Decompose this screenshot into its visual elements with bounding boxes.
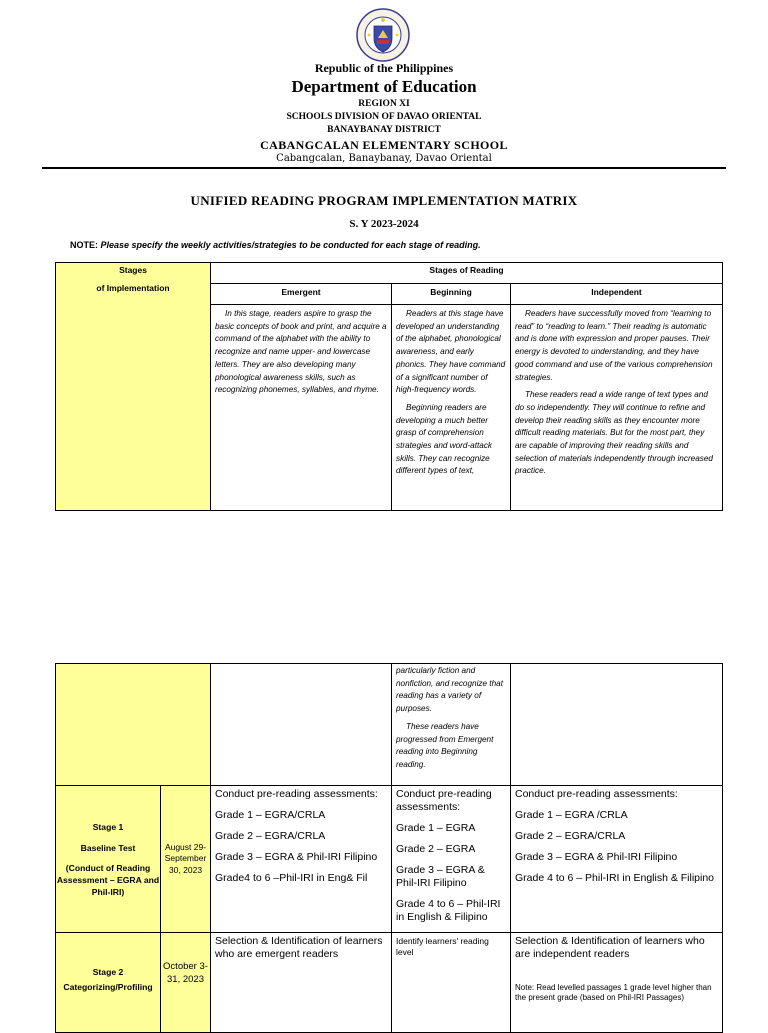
stage1-beginning-activities xyxy=(392,786,511,933)
school-heading: CABANGCALAN ELEMENTARY SCHOOL xyxy=(260,138,508,152)
independent-paragraph: These readers read a wide range of text types and do so independently. They will continue to refine and develop their reading skills as they encounter more difficult reading materials. But for the most part, they are capable of improving their reading skills and selection of materials independently through increased practice. xyxy=(515,390,713,476)
stage2-label xyxy=(56,933,161,1033)
beginning-paragraph: Beginning readers are developing a much better grasp of comprehension strategies and word-attack skills. They can recognize different types of text, xyxy=(396,402,493,476)
division-heading: SCHOOLS DIVISION OF DAVAO ORIENTAL xyxy=(286,112,482,122)
department-heading: Department of Education xyxy=(291,77,477,96)
activity-line: Grade 2 – EGRA/CRLA xyxy=(515,830,626,842)
beginning-paragraph: These readers have progressed from Emergent reading into Beginning reading. xyxy=(396,721,494,769)
activity-line: Grade 4 to 6 – Phil-IRI in English & Filipino xyxy=(396,898,501,923)
stages-of-implementation-header xyxy=(56,263,211,511)
school-year: S. Y 2023-2024 xyxy=(349,218,419,230)
stage2-date: October 3-31, 2023 xyxy=(161,933,211,1033)
stage1-date: August 29-September 30, 2023 xyxy=(161,786,211,933)
stage2-number: Stage 2 xyxy=(92,967,124,977)
stage2-beginning-activity: Identify learners' reading level xyxy=(392,933,511,1033)
stage1-title: Baseline Test xyxy=(80,843,136,853)
beginning-description xyxy=(392,305,511,511)
activity-line: Grade 2 – EGRA/CRLA xyxy=(215,830,326,842)
stage1-label xyxy=(56,786,161,933)
activity-line: Grade 4 to 6 – Phil-IRI in English & Filipino xyxy=(515,872,715,884)
district-heading: BANAYBANAY DISTRICT xyxy=(327,125,441,135)
continued-stage-cell xyxy=(56,664,211,786)
implementation-stages-table xyxy=(55,663,723,1033)
emergent-description xyxy=(211,305,392,511)
column-emergent: Emergent xyxy=(211,284,392,305)
stage2-independent-note: Note: Read levelled passages 1 grade level higher than the present grade (based on Phil-IRI Passages) xyxy=(515,983,712,1002)
stage1-number: Stage 1 xyxy=(92,822,124,832)
activity-line: Grade 3 – EGRA & Phil-IRI Filipino xyxy=(215,851,378,863)
activity-line: Grade4 to 6 –Phil-IRI in Eng& Fil xyxy=(215,872,368,884)
note-text: Please specify the weekly activities/strategies to be conducted for each stage of reading. xyxy=(100,240,481,250)
stage1-independent-activities xyxy=(511,786,723,933)
independent-description xyxy=(511,305,723,511)
instruction-note xyxy=(70,240,481,250)
school-address: Cabangcalan, Banaybanay, Davao Oriental xyxy=(276,153,492,164)
column-independent: Independent xyxy=(511,284,723,305)
activity-line: Grade 2 – EGRA xyxy=(396,843,476,855)
stage2-independent-activity xyxy=(511,933,723,1033)
stages-of-reading-header: Stages of Reading xyxy=(211,263,723,284)
continued-emergent-cell xyxy=(211,664,392,786)
stage1-emergent-activities xyxy=(211,786,392,933)
activity-line: Selection & Identification of learners who are independent readers xyxy=(515,935,705,960)
activity-line: Grade 1 – EGRA /CRLA xyxy=(515,809,628,821)
activity-line: Grade 1 – EGRA xyxy=(396,822,476,834)
republic-heading: Republic of the Philippines xyxy=(314,61,454,75)
document-title: UNIFIED READING PROGRAM IMPLEMENTATION MATRIX xyxy=(190,193,578,208)
of-implementation-label: of Implementation xyxy=(96,283,170,293)
activity-line: Conduct pre-reading assessments: xyxy=(515,788,678,800)
continued-independent-cell xyxy=(511,664,723,786)
continued-beginning-description xyxy=(392,664,511,786)
beginning-paragraph: Readers at this stage have developed an understanding of the alphabet, phonological awareness, and early phonics. They have command of a significant number of high-frequency words. xyxy=(396,309,506,395)
reading-stages-table xyxy=(55,262,723,511)
header-divider xyxy=(42,167,726,169)
stage1-subtitle: (Conduct of Reading Assessment – EGRA and Phil-IRI) xyxy=(56,863,160,897)
region-heading: REGION XI xyxy=(358,99,410,109)
emergent-paragraph: In this stage, readers aspire to grasp the basic concepts of book and print, and acquire a command of the alphabet with the ability to recognize and name upper- and lowercase letters. They are also developing many phonological awareness skills, such as recognizing phonemes, syllables, and rhyme. xyxy=(215,309,387,395)
stage2-emergent-activity: Selection & Identification of learners who are emergent readers xyxy=(211,933,392,1033)
note-label: NOTE: xyxy=(70,240,98,250)
stages-label: Stages xyxy=(119,265,147,275)
beginning-paragraph: particularly fiction and nonfiction, and recognize that reading has a variety of purposes. xyxy=(396,666,503,714)
column-beginning: Beginning xyxy=(392,284,511,305)
deped-seal-icon xyxy=(356,8,410,62)
activity-line: Grade 3 – EGRA & Phil-IRI Filipino xyxy=(515,851,678,863)
activity-line: Conduct pre-reading assessments: xyxy=(215,788,378,800)
independent-paragraph: Readers have successfully moved from “learning to read” to “reading to learn.” Their reading is automatic and is done with expression and proper pauses. Their energy is devoted to understanding, and they have good command and use of the various comprehension strategies. xyxy=(515,309,713,382)
activity-line: Conduct pre-reading assessments: xyxy=(396,788,492,813)
activity-line: Grade 3 – EGRA & Phil-IRI Filipino xyxy=(396,864,485,889)
stage2-title: Categorizing/Profiling xyxy=(63,982,153,992)
activity-line: Grade 1 – EGRA/CRLA xyxy=(215,809,326,821)
